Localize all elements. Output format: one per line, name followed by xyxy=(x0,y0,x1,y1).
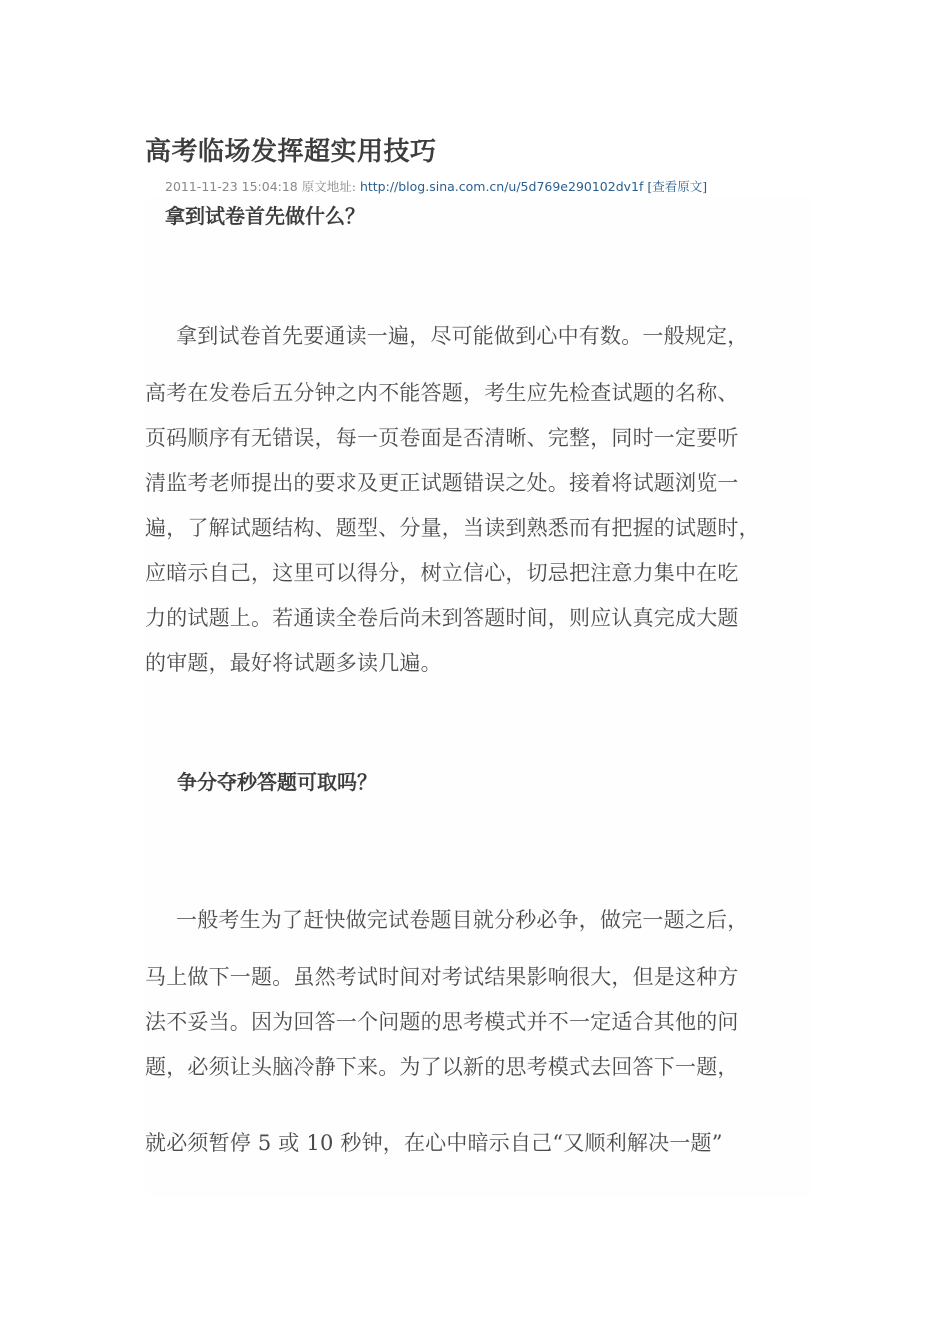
section-heading: 拿到试卷首先做什么？ xyxy=(165,204,365,228)
paragraph-line: 力的试题上。若通读全卷后尚未到答题时间，则应认真完成大题 xyxy=(145,606,739,630)
paragraph-line: 应暗示自己，这里可以得分，树立信心，切忌把注意力集中在吃 xyxy=(145,561,739,585)
source-label: 原文地址: xyxy=(301,179,356,194)
paragraph-line: 就必须暂停 5 或 10 秒钟，在心中暗示自己“又顺利解决一题” xyxy=(145,1131,723,1155)
section-heading: 争分夺秒答题可取吗？ xyxy=(177,770,377,794)
article-title: 高考临场发挥超实用技巧 xyxy=(145,137,437,167)
paragraph-line: 页码顺序有无错误，每一页卷面是否清晰、完整，同时一定要听 xyxy=(145,426,739,450)
post-date: 2011-11-23 15:04:18 xyxy=(165,179,298,194)
article-meta xyxy=(165,177,707,195)
paragraph-line: 一般考生为了赶快做完试卷题目就分秒必争，做完一题之后， xyxy=(176,908,749,932)
paragraph-line: 题，必须让头脑冷静下来。为了以新的思考模式去回答下一题， xyxy=(145,1055,739,1079)
paragraph-line: 遍，了解试题结构、题型、分量，当读到熟悉而有把握的试题时， xyxy=(145,516,760,540)
paragraph-line: 拿到试卷首先要通读一遍，尽可能做到心中有数。一般规定， xyxy=(176,324,749,348)
paragraph-line: 法不妥当。因为回答一个问题的思考模式并不一定适合其他的问 xyxy=(145,1010,739,1034)
paragraph-line: 清监考老师提出的要求及更正试题错误之处。接着将试题浏览一 xyxy=(145,471,739,495)
paragraph-line: 的审题，最好将试题多读几遍。 xyxy=(145,651,442,675)
view-original-link[interactable]: [查看原文] xyxy=(647,179,708,194)
paragraph-line: 马上做下一题。虽然考试时间对考试结果影响很大，但是这种方 xyxy=(145,965,739,989)
source-url-link[interactable]: http://blog.sina.com.cn/u/5d769e290102dv1f xyxy=(359,179,644,194)
paragraph-line: 高考在发卷后五分钟之内不能答题，考生应先检查试题的名称、 xyxy=(145,381,739,405)
